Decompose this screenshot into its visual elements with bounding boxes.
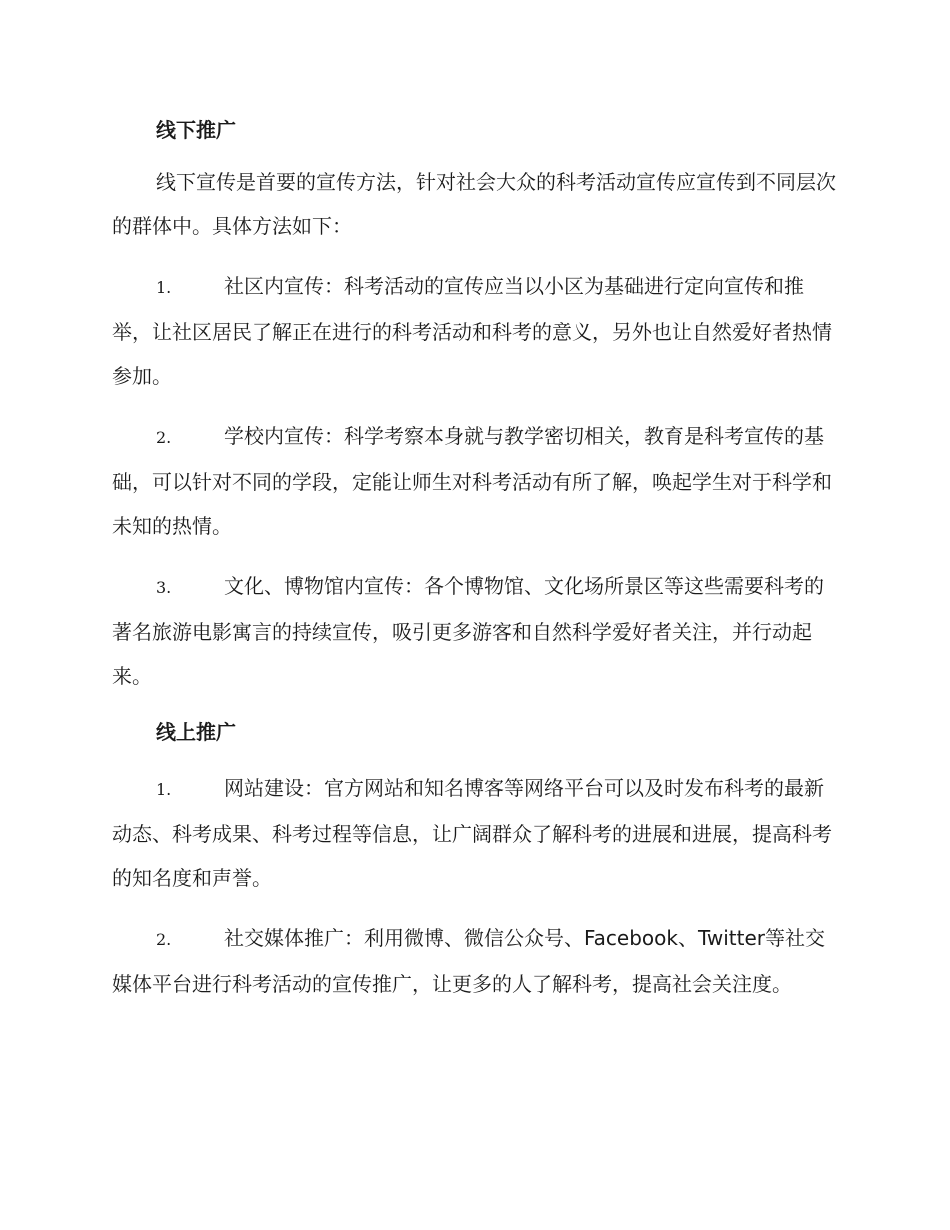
list-item-text: 社交媒体推广：利用微博、微信公众号、Facebook、Twitter等社交媒体平台进行科考活动的宣传推广，让更多的人了解科考，提高社会关注度。 — [112, 926, 826, 996]
list-item-number: 1. — [156, 278, 172, 297]
list-item-text: 网站建设：官方网站和知名博客等网络平台可以及时发布科考的最新动态、科考成果、科考过程等信息，让广阔群众了解科考的进展和进展，提高科考的知名度和声誉。 — [112, 776, 832, 890]
list-item — [112, 414, 842, 548]
list-item — [112, 916, 842, 1006]
list-item-text: 学校内宣传：科学考察本身就与教学密切相关，教育是科考宣传的基础，可以针对不同的学段，定能让师生对科考活动有所了解，唤起学生对于科学和未知的热情。 — [112, 424, 832, 538]
list-item — [112, 264, 842, 398]
list-item-number: 2. — [156, 930, 172, 949]
document-body — [112, 112, 842, 1006]
list-item-text: 社区内宣传：科考活动的宣传应当以小区为基础进行定向宣传和推举，让社区居民了解正在进行的科考活动和科考的意义，另外也让自然爱好者热情参加。 — [112, 274, 832, 388]
list-item-number: 2. — [156, 428, 172, 447]
list-item-number: 1. — [156, 780, 172, 799]
section-intro: 线下宣传是首要的宣传方法，针对社会大众的科考活动宣传应宣传到不同层次的群体中。具体方法如下： — [112, 170, 836, 238]
list-item-number: 3. — [156, 578, 172, 597]
list-item — [112, 564, 842, 698]
list-item — [112, 766, 842, 900]
section-heading-offline: 线下推广 — [156, 118, 236, 142]
list-item-text: 文化、博物馆内宣传：各个博物馆、文化场所景区等这些需要科考的著名旅游电影寓言的持续宣传，吸引更多游客和自然科学爱好者关注，并行动起来。 — [112, 574, 824, 688]
section-heading-online: 线上推广 — [156, 720, 236, 744]
